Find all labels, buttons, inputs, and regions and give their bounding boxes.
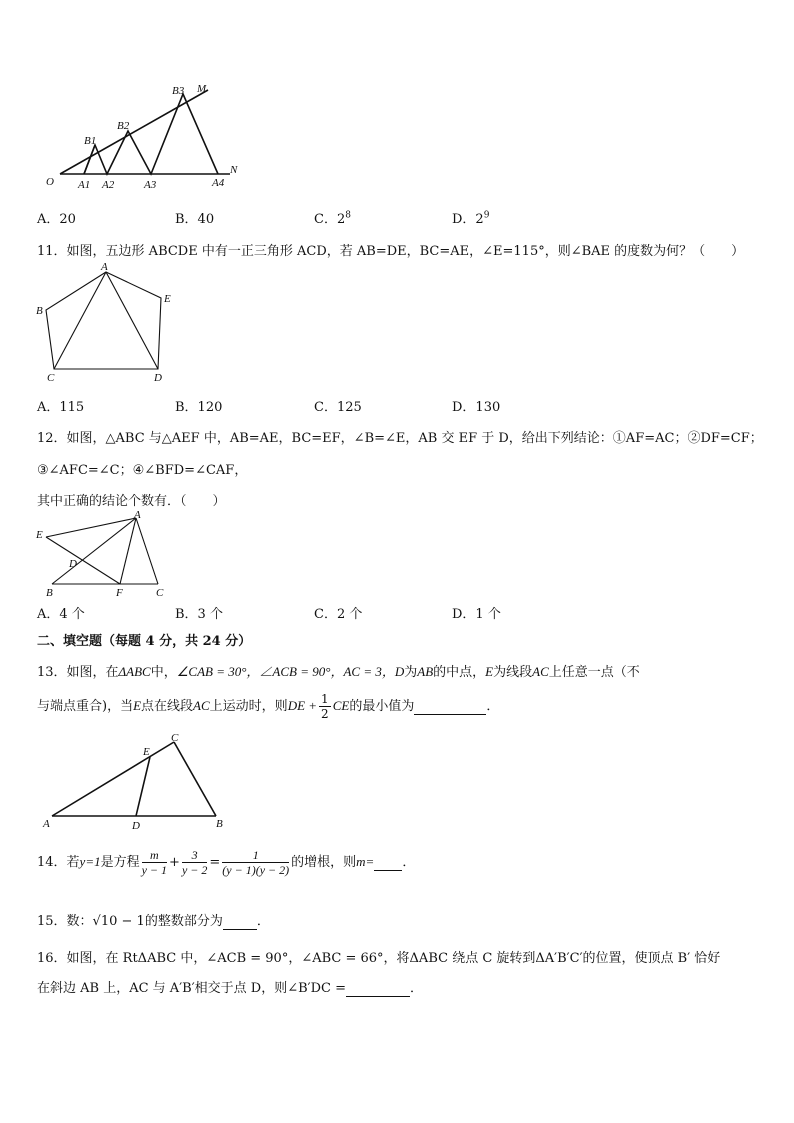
label-E: E (36, 529, 43, 541)
q11-option-b: B．120 (175, 400, 223, 415)
q12-option-d: D．1 个 (452, 607, 501, 622)
label-B: B (46, 587, 53, 599)
q13-frac-num: 1 (321, 692, 329, 706)
seg-DE (136, 757, 150, 816)
label-A1: A1 (78, 179, 91, 191)
q14-m: m= (356, 854, 375, 869)
q12-option-a: A．4 个 (37, 607, 85, 622)
q10-option-d (452, 208, 489, 227)
q14-post: 的增根，则 (291, 855, 357, 870)
q12-option-b: B．3 个 (175, 607, 223, 622)
q14-f1-num: m (142, 848, 167, 863)
q14-line (37, 848, 415, 877)
q14-f3-num: 1 (222, 848, 289, 863)
label-F: F (116, 587, 123, 599)
label-M: M (197, 83, 207, 95)
q10-option-a: A．20 (37, 212, 76, 227)
label-N: N (230, 164, 238, 176)
q13-ab: AB (417, 664, 434, 679)
seg-CB (174, 742, 216, 816)
q15-line (37, 910, 270, 930)
q14-frac2 (182, 848, 207, 877)
q14-frac1 (142, 848, 167, 877)
q13-end: ． (486, 699, 500, 714)
seg-AE (46, 518, 136, 537)
label-E: E (143, 746, 150, 758)
label-B: B (36, 305, 43, 317)
label-D: D (69, 558, 77, 570)
q11-text: 11．如图，五边形 ABCDE 中有一正三角形 ACD，若 AB=DE，BC=AE，∠E=115°，则∠BAE 的度数为何？（ ） (37, 244, 745, 259)
q10-option-d-base: D．2 (452, 212, 484, 227)
ray-OM (60, 90, 208, 174)
label-A: A (134, 509, 141, 521)
q13-line1 (37, 661, 640, 680)
q16-line1: 16．如图，在 RtΔABC 中，∠ACB = 90°，∠ABC = 66°，将ΔABC 绕点 C 旋转到ΔA′B′C′的位置，使顶点 B′ 恰好 (37, 951, 721, 966)
q10-option-c-exp: 8 (345, 210, 351, 221)
q13-l2h: 的最小值为 (349, 699, 415, 714)
label-D: D (154, 372, 162, 384)
q11-option-a: A．115 (37, 400, 85, 415)
label-A4: A4 (212, 177, 225, 189)
q14-f1-den: y − 1 (141, 863, 168, 877)
seg-AD (106, 272, 158, 369)
q16-line2 (37, 977, 423, 997)
q12-line1: 12．如图，△ABC 与△AEF 中，AB=AE，BC=EF，∠B=∠E，AB 交 EF 于 D，给出下列结论：①AF=AC；②DF=CF； (37, 431, 763, 446)
q13-t4: 的中点， (433, 665, 486, 680)
q14-f2-num: 3 (182, 848, 207, 863)
q15-pre: 15．数： (37, 914, 93, 929)
q13-t2: 中， (150, 665, 177, 680)
q13-l2f: DE + (287, 698, 318, 713)
label-B3: B3 (172, 85, 185, 97)
zigzag (84, 94, 218, 174)
seg-AC (54, 272, 106, 369)
label-B1: B1 (84, 135, 97, 147)
q13-tri: ΔABC (118, 664, 151, 679)
q10-option-c-base: C．2 (314, 212, 346, 227)
label-B: B (216, 818, 223, 830)
q10-option-b: B．40 (175, 212, 215, 227)
seg-AC (52, 742, 174, 816)
q12-figure (36, 510, 176, 600)
seg-AC (136, 518, 158, 584)
label-C: C (156, 587, 164, 599)
q14-answer-blank[interactable] (374, 855, 402, 871)
q13-e: E (485, 664, 494, 679)
q13-ac: AC (532, 664, 549, 679)
label-O: O (46, 176, 54, 188)
label-B2: B2 (117, 120, 130, 132)
q12-option-c: C．2 个 (314, 607, 363, 622)
q11-option-d: D．130 (452, 400, 501, 415)
q14-frac3 (222, 848, 289, 877)
q15-answer-blank[interactable] (223, 914, 257, 930)
q13-l2d: AC (193, 698, 210, 713)
label-C: C (171, 732, 179, 744)
q13-figure (40, 732, 230, 832)
q13-answer-blank[interactable] (414, 699, 486, 715)
q13-l2b: E (133, 698, 142, 713)
q10-option-d-exp: 9 (483, 210, 490, 221)
q14-mid: 是方程 (100, 855, 140, 870)
pentagon-ABCDE (46, 272, 161, 369)
q13-fraction (319, 692, 331, 721)
label-C: C (47, 372, 55, 384)
q14-f2-den: y − 2 (181, 863, 208, 877)
label-A: A (43, 818, 50, 830)
q16-answer-blank[interactable] (346, 981, 410, 997)
q13-l2e: 上运动时，则 (209, 699, 288, 714)
q15-post: 的整数部分为 (144, 914, 223, 929)
q11-figure (36, 261, 196, 384)
label-A2: A2 (102, 179, 115, 191)
q14-f3-den: (y − 1)(y − 2) (222, 863, 290, 877)
seg-EF (46, 537, 120, 584)
q15-end: ． (256, 914, 270, 929)
q13-t6: 上任意一点（不 (548, 665, 640, 680)
q13-t5: 为线段 (493, 665, 533, 680)
q13-line2 (37, 692, 499, 721)
q14-pre: 14．若 (37, 855, 80, 870)
label-A3: A3 (144, 179, 157, 191)
q14-end: ． (402, 855, 416, 870)
q14-y1: y=1 (79, 854, 101, 869)
q13-frac-den: 2 (321, 707, 329, 721)
q13-l2g: CE (332, 698, 350, 713)
q15-sqrt: √10 − 1 (92, 914, 145, 929)
label-D: D (132, 820, 140, 832)
q13-l2c: 点在线段 (141, 699, 194, 714)
q12-line2: ③∠AFC=∠C；④∠BFD=∠CAF， (37, 463, 248, 478)
label-A: A (101, 261, 108, 273)
q13-t1: 13．如图，在 (37, 665, 119, 680)
q10-option-c (314, 208, 351, 227)
q13-cond: ∠CAB = 30°，∠ACB = 90°，AC = 3，D (176, 664, 405, 679)
label-E: E (164, 293, 171, 305)
section-title: 二、填空题（每题 4 分，共 24 分） (37, 634, 252, 649)
q13-l2a: 与端点重合)，当 (37, 699, 134, 714)
q10-figure (40, 82, 260, 192)
q11-option-c: C．125 (314, 400, 362, 415)
seg-AB (52, 518, 136, 584)
q14-plus: + (169, 855, 180, 870)
q16-line2-text: 在斜边 AB 上，AC 与 A′B′相交于点 D，则∠B′DC = (37, 981, 346, 996)
q13-t3: 为 (404, 665, 418, 680)
seg-AF (120, 518, 136, 584)
q16-end: ． (410, 981, 424, 996)
q12-line3: 其中正确的结论个数有．（ ） (37, 494, 226, 509)
q14-eq: = (209, 855, 221, 870)
